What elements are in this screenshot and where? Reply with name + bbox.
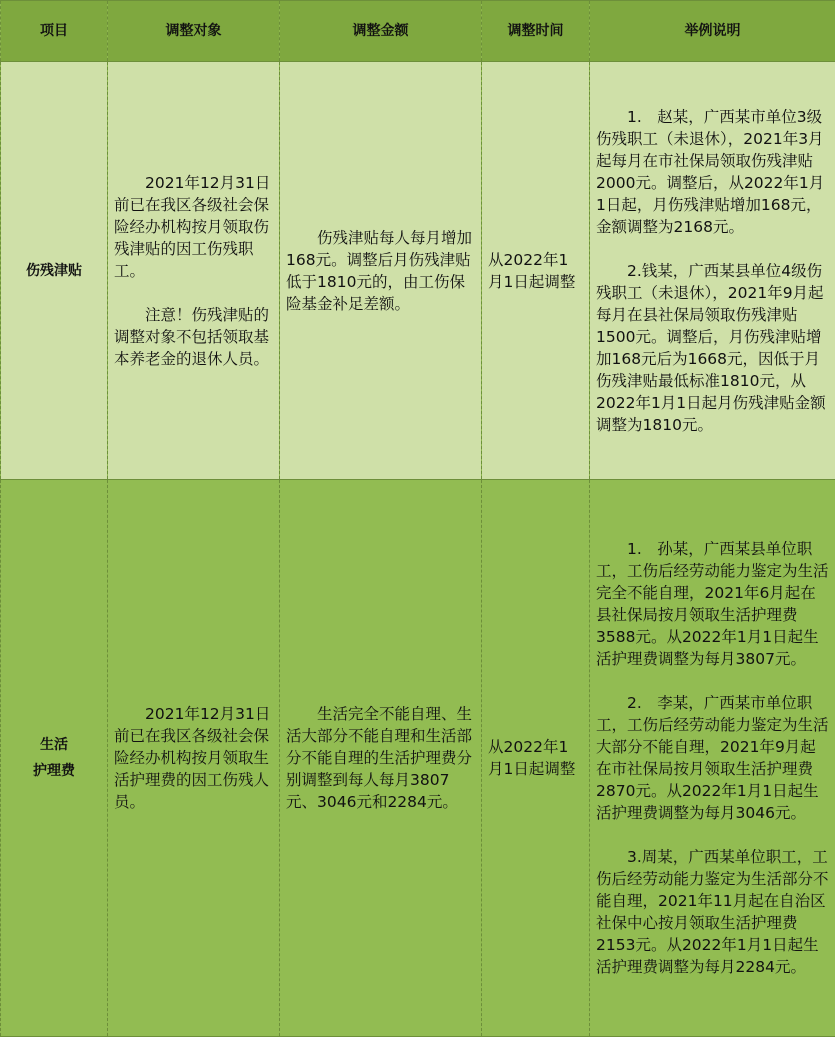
example-paragraph: 2. 李某，广西某市单位职工，工伤后经劳动能力鉴定为生活大部分不能自理，2021年9月起在市社保局按月领取生活护理费2870元。从2022年1月1日起生活护理费调整为每月3046元。 [596,692,829,824]
example-paragraph: 1. 孙某，广西某县单位职工，工伤后经劳动能力鉴定为生活完全不能自理，2021年6月起在县社保局按月领取生活护理费3588元。从2022年1月1日起生活护理费调整为每月3807元。 [596,538,829,670]
time-cell [482,62,590,480]
item-label-line: 生活 [2,732,106,758]
target-paragraph: 2021年12月31日前已在我区各级社会保险经办机构按月领取伤残津贴的因工伤残职工。 [114,172,273,282]
example-paragraph: 3.周某，广西某单位职工，工伤后经劳动能力鉴定为生活部分不能自理，2021年11月起在自治区社保中心按月领取生活护理费2153元。从2022年1月1日起生活护理费调整为每月2284元。 [596,846,829,978]
amount-text: 生活完全不能自理、生活大部分不能自理和生活部分不能自理的生活护理费分别调整到每人每月3807元、3046元和2284元。 [286,703,475,813]
header-amount: 调整金额 [280,1,482,62]
time-text: 从2022年1月1日起调整 [488,736,583,780]
target-cell [108,62,280,480]
item-label: 伤残津贴 [2,258,106,284]
header-time: 调整时间 [482,1,590,62]
header-item: 项目 [1,1,108,62]
example-cell [590,62,835,480]
amount-text: 伤残津贴每人每月增加168元。调整后月伤残津贴低于1810元的，由工伤保险基金补足差额。 [286,227,475,315]
header-example: 举例说明 [590,1,835,62]
example-cell [590,480,835,1037]
item-cell [1,62,108,480]
item-label-line: 护理费 [2,758,106,784]
header-row [1,1,835,62]
time-text: 从2022年1月1日起调整 [488,249,583,293]
target-note: 注意！伤残津贴的调整对象不包括领取基本养老金的退休人员。 [114,304,273,370]
table-row-disability-allowance [1,62,835,480]
example-paragraph: 1. 赵某，广西某市单位3级伤残职工（未退休），2021年3月起每月在市社保局领取伤残津贴2000元。调整后，从2022年1月1日起，月伤残津贴增加168元，金额调整为2168元。 [596,106,829,238]
item-cell [1,480,108,1037]
table-row-nursing-fee [1,480,835,1037]
target-cell [108,480,280,1037]
example-paragraph: 2.钱某，广西某县单位4级伤残职工（未退休），2021年9月起每月在县社保局领取伤残津贴1500元。调整后，月伤残津贴增加168元后为1668元，因低于月伤残津贴最低标准1810元，从2022年1月1日起月伤残津贴金额调整为1810元。 [596,260,829,436]
header-target: 调整对象 [108,1,280,62]
time-cell [482,480,590,1037]
target-paragraph: 2021年12月31日前已在我区各级社会保险经办机构按月领取生活护理费的因工伤残人员。 [114,703,273,813]
amount-cell [280,62,482,480]
amount-cell [280,480,482,1037]
